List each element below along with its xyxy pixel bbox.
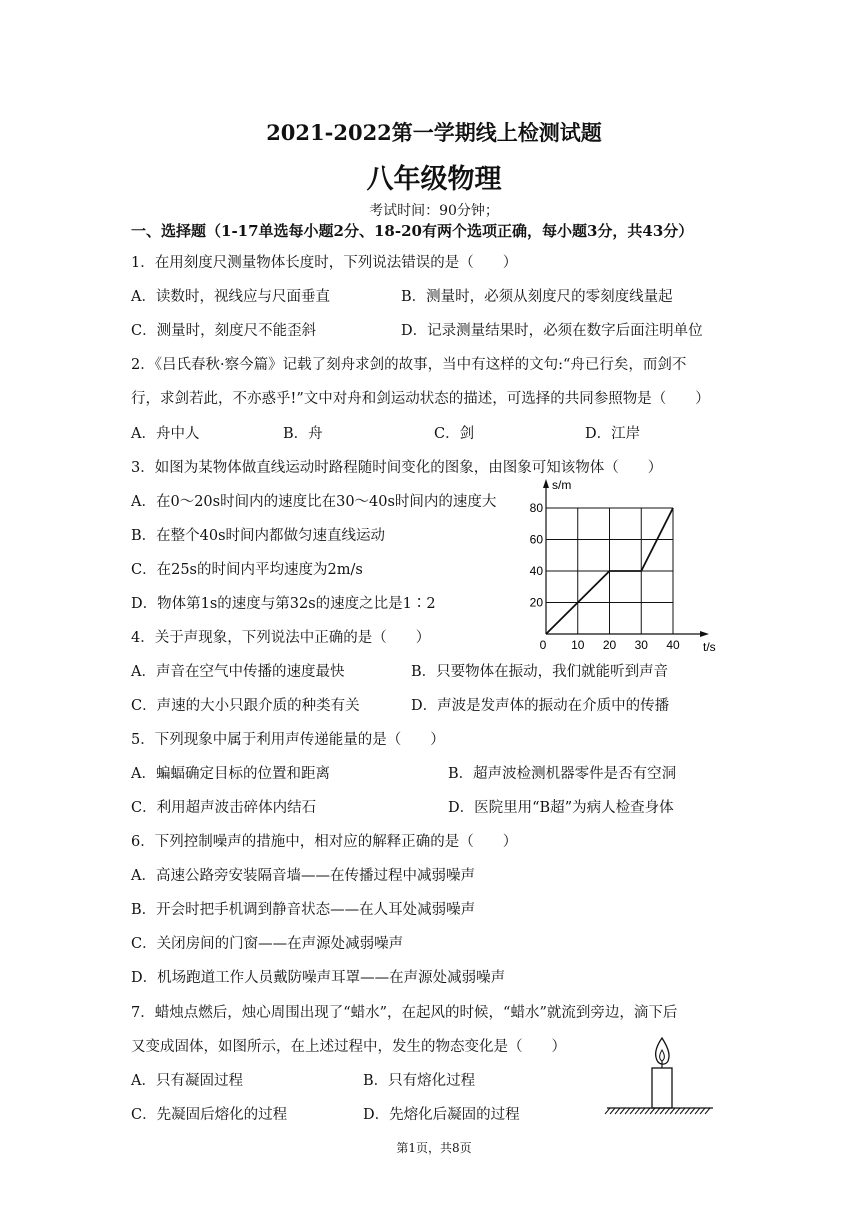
- exam-time: 考试时间：90分钟；: [369, 203, 499, 219]
- q2-option-c: C．剑: [434, 426, 475, 442]
- page-footer: 第1页，共8页: [396, 1141, 472, 1155]
- x-tick-label: 40: [666, 638, 680, 652]
- q2-stem-line1: 2．《吕氏春秋·察今篇》记载了刻舟求剑的故事，当中有这样的文句:“舟已行矣，而剑不: [131, 357, 687, 373]
- q3-option-d: D．物体第1s的速度与第32s的速度之比是1∶2: [131, 596, 436, 612]
- q7-option-b: B．只有熔化过程: [363, 1073, 476, 1089]
- hatch-line: [700, 1108, 705, 1114]
- q3-stem: 3．如图为某物体做直线运动时路程随时间变化的图象，由图象可知该物体（ ）: [131, 460, 663, 476]
- q7-option-a: A．只有凝固过程: [131, 1073, 243, 1089]
- q6-option-d: D．机场跑道工作人员戴防噪声耳罩——在声源处减弱噪声: [131, 970, 506, 986]
- q3-option-c: C．在25s的时间内平均速度为2m/s: [131, 562, 363, 578]
- x-tick-label: 30: [634, 638, 648, 652]
- q5-option-a: A．蝙蝠确定目标的位置和距离: [131, 766, 330, 782]
- hatch-line: [695, 1108, 700, 1114]
- q4-option-c: C．声速的大小只跟介质的种类有关: [131, 698, 360, 714]
- hatch-line: [640, 1108, 645, 1114]
- q3-option-a: A．在0～20s时间内的速度比在30～40s时间内的速度大: [131, 494, 497, 510]
- q2-option-b: B．舟: [283, 426, 323, 442]
- q2-stem-line2: 行，求剑若此，不亦惑乎!”文中对舟和剑运动状态的描述，可选择的共同参照物是（ ）: [131, 391, 710, 407]
- hatch-line: [630, 1108, 635, 1114]
- q3-option-b: B．在整个40s时间内都做匀速直线运动: [131, 528, 386, 544]
- q5-option-d: D．医院里用“B超”为病人检查身体: [448, 800, 674, 816]
- hatch-line: [680, 1108, 685, 1114]
- y-tick-label: 80: [529, 501, 543, 515]
- q1-stem: 1．在用刻度尺测量物体长度时，下列说法错误的是（ ）: [131, 255, 518, 271]
- x-tick-label: 20: [602, 638, 617, 652]
- q6-option-a: A．高速公路旁安装隔音墙——在传播过程中减弱噪声: [131, 868, 475, 884]
- q6-option-c: C．关闭房间的门窗——在声源处减弱噪声: [131, 936, 404, 952]
- q4-option-b: B．只要物体在振动，我们就能听到声音: [411, 664, 669, 680]
- hatch-line: [690, 1108, 695, 1114]
- hatch-line: [655, 1108, 660, 1114]
- hatch-line: [605, 1108, 610, 1114]
- q7-stem-line2: 又变成固体，如图所示，在上述过程中，发生的物态变化是（ ）: [131, 1039, 566, 1055]
- q5-option-c: C．利用超声波击碎体内结石: [131, 800, 317, 816]
- table-hatching: [605, 1108, 710, 1114]
- q5-stem: 5．下列现象中属于利用声传递能量的是（ ）: [131, 732, 445, 748]
- hatch-line: [635, 1108, 640, 1114]
- hatch-line: [665, 1108, 670, 1114]
- q2-option-a: A．舟中人: [131, 426, 200, 442]
- q1-option-a: A．读数时，视线应与尺面垂直: [131, 289, 330, 305]
- q1-option-c: C．测量时，刻度尺不能歪斜: [131, 323, 317, 339]
- hatch-line: [615, 1108, 620, 1114]
- candle-inner-flame: [660, 1050, 665, 1061]
- q4-option-d: D．声波是发声体的振动在介质中的传播: [411, 698, 670, 714]
- y-tick-label: 40: [529, 564, 543, 578]
- hatch-line: [685, 1108, 690, 1114]
- distance-time-chart: [529, 478, 716, 654]
- hatch-line: [675, 1108, 680, 1114]
- hatch-line: [610, 1108, 615, 1114]
- candle-illustration: [604, 1030, 716, 1120]
- hatch-line: [620, 1108, 625, 1114]
- section-heading: 一、选择题（1-17单选每小题2分、18-20有两个选项正确，每小题3分，共43分）: [131, 222, 694, 240]
- q4-option-a: A．声音在空气中传播的速度最快: [131, 664, 345, 680]
- q1-option-b: B．测量时，必须从刻度尺的零刻度线量起: [401, 289, 673, 305]
- hatch-line: [650, 1108, 655, 1114]
- exam-title: 2021-2022第一学期线上检测试题: [266, 120, 602, 145]
- x-tick-label: 10: [571, 638, 585, 652]
- hatch-line: [670, 1108, 675, 1114]
- q5-option-b: B．超声波检测机器零件是否有空洞: [448, 766, 677, 782]
- y-tick-label: 60: [529, 532, 543, 547]
- hatch-line: [705, 1108, 710, 1114]
- y-axis-label: s/m: [552, 478, 572, 492]
- q7-option-c: C．先凝固后熔化的过程: [131, 1107, 288, 1123]
- q7-option-d: D．先熔化后凝固的过程: [363, 1107, 520, 1123]
- x-axis-arrow: [700, 631, 709, 637]
- hatch-line: [660, 1108, 665, 1114]
- q6-option-b: B．开会时把手机调到静音状态——在人耳处减弱噪声: [131, 902, 476, 918]
- q1-option-d: D．记录测量结果时，必须在数字后面注明单位: [401, 323, 703, 339]
- hatch-line: [625, 1108, 630, 1114]
- q7-stem-line1: 7．蜡烛点燃后，烛心周围出现了“蜡水”，在起风的时候，“蜡水”就流到旁边，滴下后: [131, 1005, 678, 1021]
- q6-stem: 6．下列控制噪声的措施中，相对应的解释正确的是（ ）: [131, 834, 518, 850]
- candle-body: [652, 1068, 672, 1108]
- x-axis-label: t/s: [703, 640, 716, 654]
- hatch-line: [645, 1108, 650, 1114]
- q2-option-d: D．江岸: [585, 426, 641, 442]
- subject-title: 八年级物理: [366, 164, 502, 195]
- x-tick-label: 0: [539, 638, 547, 652]
- y-axis-arrow: [543, 479, 549, 488]
- q4-stem: 4．关于声现象，下列说法中正确的是（ ）: [131, 630, 431, 646]
- y-tick-label: 20: [529, 595, 543, 610]
